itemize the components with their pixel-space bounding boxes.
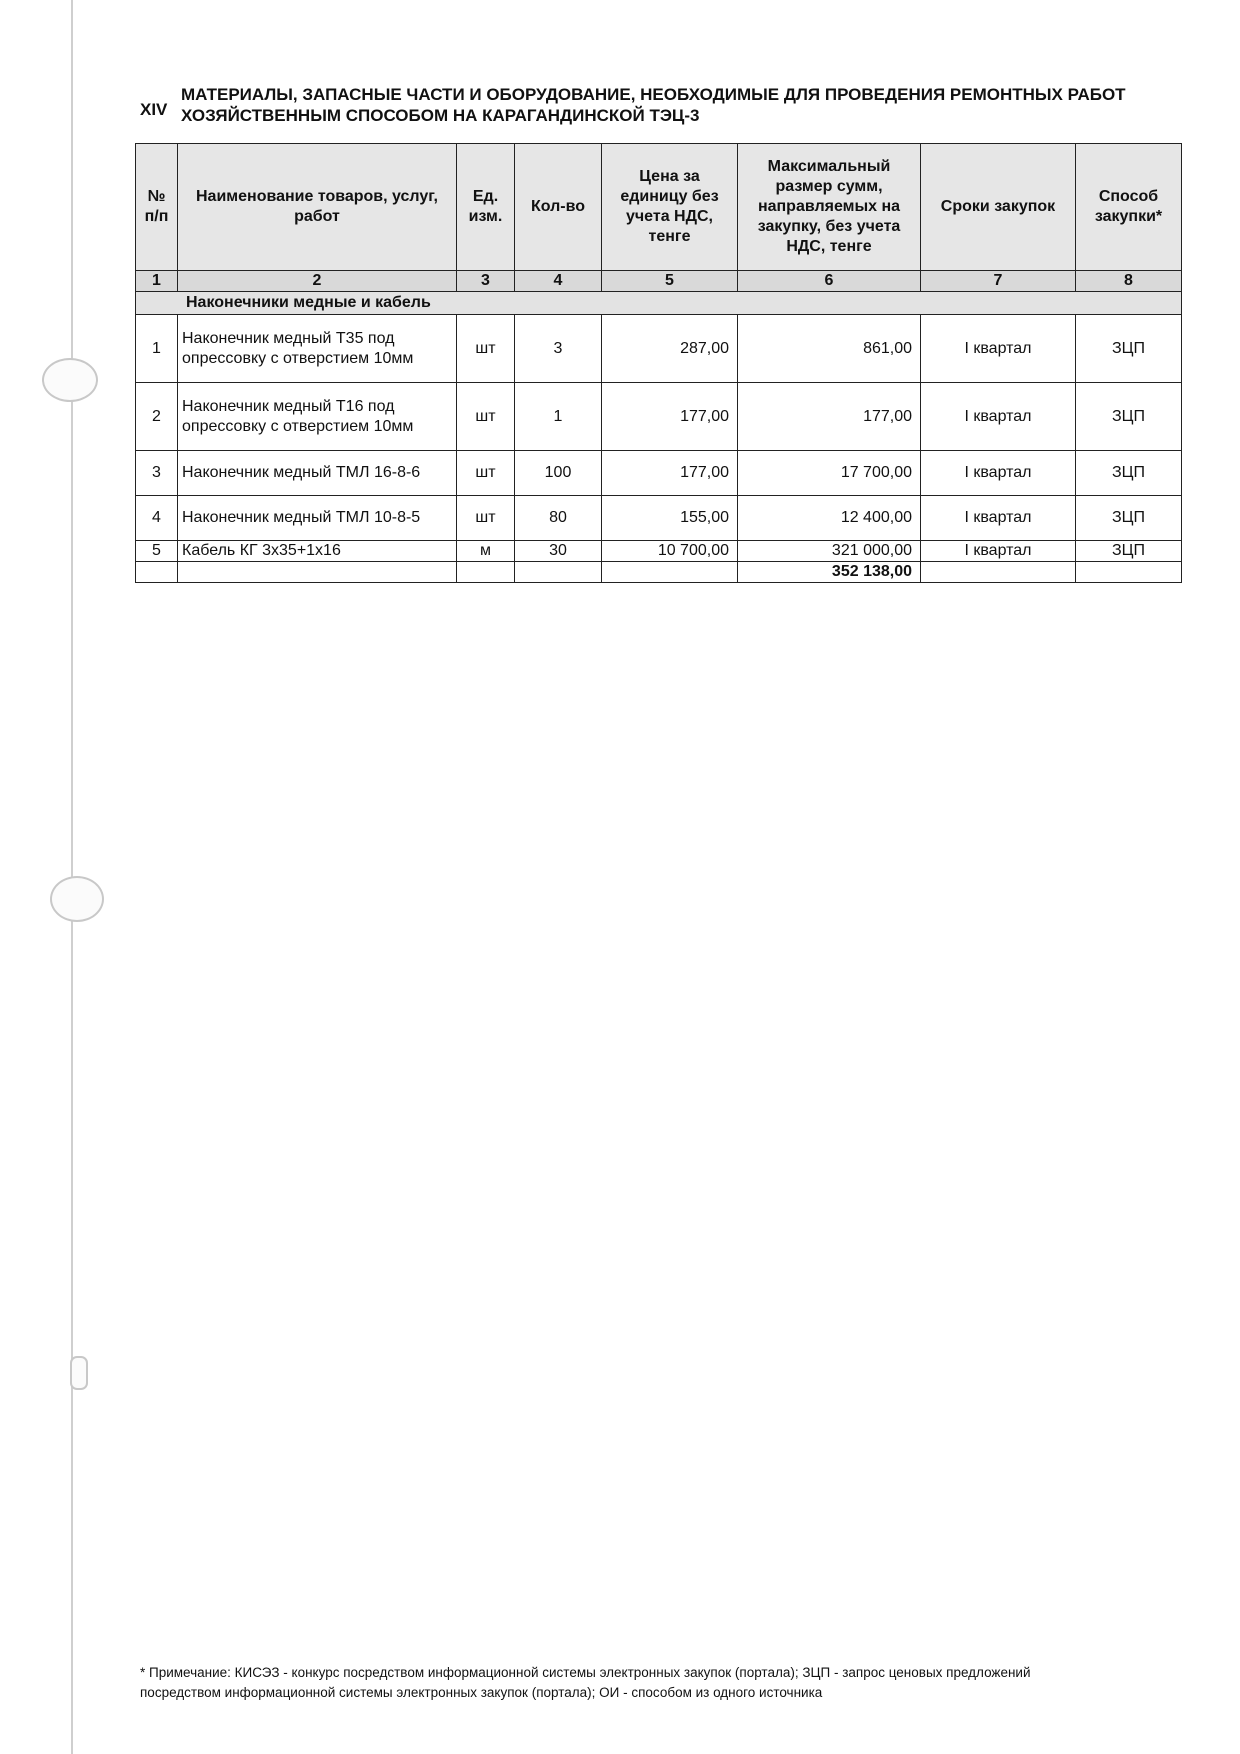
empty-cell [178,562,457,583]
row-term: I квартал [921,383,1076,451]
punch-hole [42,358,98,402]
row-no: 2 [136,383,178,451]
row-method: ЗЦП [1076,451,1182,496]
row-unit: шт [457,496,515,541]
row-name: Наконечник медный Т35 под опрессовку с отверстием 10мм [178,315,457,383]
row-qty: 3 [515,315,602,383]
row-method: ЗЦП [1076,496,1182,541]
column-number: 8 [1076,271,1182,292]
column-number: 7 [921,271,1076,292]
row-price: 155,00 [602,496,738,541]
total-row [136,562,1182,583]
column-number: 1 [136,271,178,292]
row-unit: шт [457,315,515,383]
total-sum: 352 138,00 [738,562,921,583]
header-terms: Сроки закупок [921,144,1076,271]
table-row [136,541,1182,562]
row-qty: 30 [515,541,602,562]
row-term: I квартал [921,315,1076,383]
table-row [136,451,1182,496]
section-title [181,84,1181,126]
section-number: XIV [140,100,168,119]
column-number: 4 [515,271,602,292]
row-qty: 100 [515,451,602,496]
table-row [136,496,1182,541]
column-number: 2 [178,271,457,292]
row-price: 177,00 [602,451,738,496]
group-title: Наконечники медные и кабель [136,292,1182,315]
row-sum: 177,00 [738,383,921,451]
row-sum: 861,00 [738,315,921,383]
row-no: 4 [136,496,178,541]
empty-cell [515,562,602,583]
empty-cell [921,562,1076,583]
table-row [136,383,1182,451]
column-number: 5 [602,271,738,292]
column-number: 3 [457,271,515,292]
row-unit: м [457,541,515,562]
table-row [136,315,1182,383]
group-row [136,292,1182,315]
procurement-table [135,143,1182,583]
row-sum: 321 000,00 [738,541,921,562]
empty-cell [1076,562,1182,583]
row-name: Наконечник медный Т16 под опрессовку с отверстием 10мм [178,383,457,451]
row-method: ЗЦП [1076,383,1182,451]
row-method: ЗЦП [1076,315,1182,383]
row-no: 3 [136,451,178,496]
row-method: ЗЦП [1076,541,1182,562]
header-name: Наименование товаров, услуг, работ [178,144,457,271]
header-unit: Ед. изм. [457,144,515,271]
section-title-line-1: МАТЕРИАЛЫ, ЗАПАСНЫЕ ЧАСТИ И ОБОРУДОВАНИЕ, НЕОБХОДИМЫЕ ДЛЯ ПРОВЕДЕНИЯ РЕМОНТНЫХ РАБОТ [181,85,1126,104]
row-qty: 80 [515,496,602,541]
row-no: 5 [136,541,178,562]
row-unit: шт [457,383,515,451]
row-name: Наконечник медный ТМЛ 10-8-5 [178,496,457,541]
section-title-line-2: ХОЗЯЙСТВЕННЫМ СПОСОБОМ НА КАРАГАНДИНСКОЙ ТЭЦ-3 [181,106,700,125]
empty-cell [136,562,178,583]
column-number-row [136,271,1182,292]
row-no: 1 [136,315,178,383]
footnote: * Примечание: КИСЭЗ - конкурс посредством информационной системы электронных закупок (портала); ЗЦП - запрос ценовых предложений посредством информационной системы электронных закупок (портала); ОИ - способом из одного источника [140,1665,1031,1700]
column-number: 6 [738,271,921,292]
punch-hole [70,1356,88,1390]
header-no: № п/п [136,144,178,271]
row-sum: 17 700,00 [738,451,921,496]
row-sum: 12 400,00 [738,496,921,541]
row-price: 10 700,00 [602,541,738,562]
header-price: Цена за единицу без учета НДС, тенге [602,144,738,271]
punch-hole [50,876,104,922]
row-name: Наконечник медный ТМЛ 16-8-6 [178,451,457,496]
empty-cell [457,562,515,583]
row-qty: 1 [515,383,602,451]
row-term: I квартал [921,496,1076,541]
header-qty: Кол-во [515,144,602,271]
row-price: 177,00 [602,383,738,451]
row-name: Кабель КГ 3х35+1х16 [178,541,457,562]
empty-cell [602,562,738,583]
header-method: Способ закупки* [1076,144,1182,271]
header-max-sum: Максимальный размер сумм, направляемых на закупку, без учета НДС, тенге [738,144,921,271]
row-term: I квартал [921,451,1076,496]
row-price: 287,00 [602,315,738,383]
row-unit: шт [457,451,515,496]
row-term: I квартал [921,541,1076,562]
